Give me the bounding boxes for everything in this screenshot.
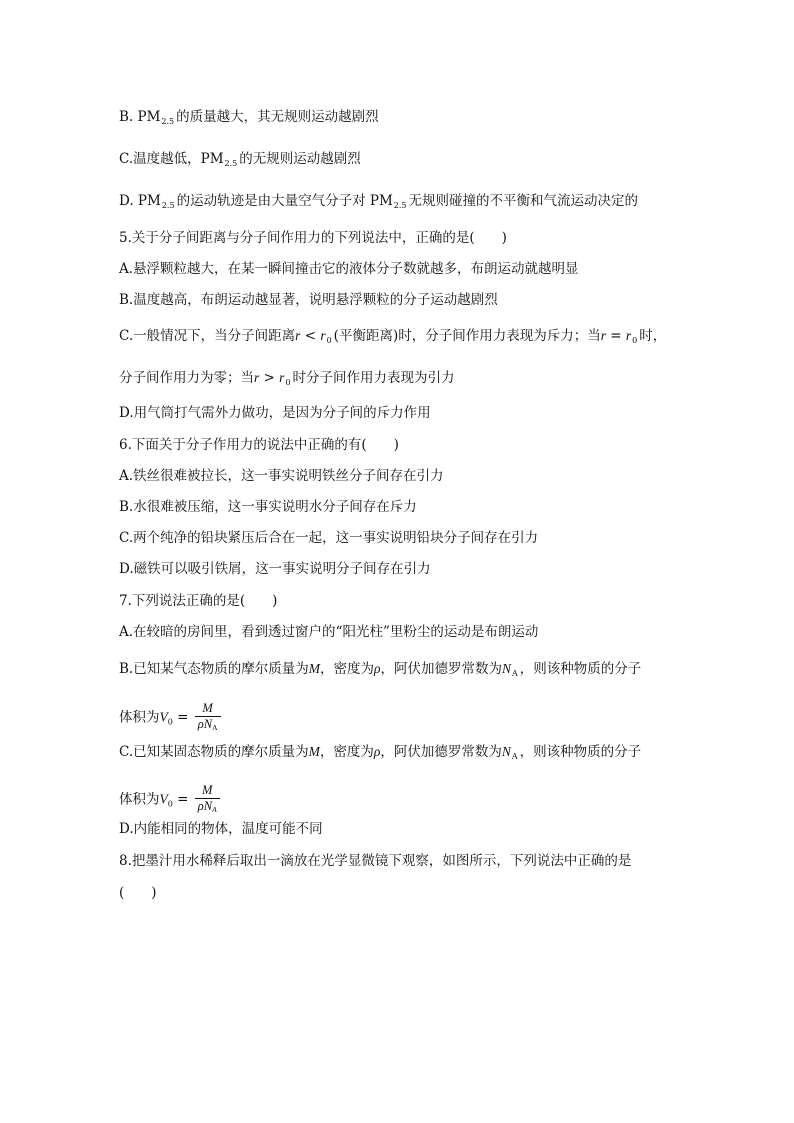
q6-option-d: D.磁铁可以吸引铁屑，这一事实说明分子间存在引力 [119,561,431,577]
q8-answer-paren: ( ) [119,885,157,901]
q5-option-c-line1: C.一般情况下，当分子间距离$r < r_0$ (平衡距离)时，分子间作用力表现为斥力；当$r = r_0$ 时， [119,328,667,345]
q5-option-d: D.用气筒打气需外力做功，是因为分子间的斥力作用 [119,405,431,421]
q5-option-c-line2: 分子间作用力为零；当$r > r_0$ 时分子间作用力表现为引力 [119,370,455,387]
q8-stem: 8.把墨汁用水稀释后取出一滴放在光学显微镜下观察，如图所示，下列说法中正确的是 [119,853,632,869]
q7-option-b-line2: 体积为$V_0$ = $\frac{M}{\text{ρNA}}$ [119,701,221,731]
volume-formula-fraction: $\frac{M}{\text{ρNA}}$ [195,701,221,735]
q6-option-b: B.水很难被压缩，这一事实说明水分子间存在斥力 [119,499,417,515]
option-d-pm25: D. $PM_{2.5}$ 的运动轨迹是由大量空气分子对 $PM_{2.5}$ 无规则碰撞的不平衡和气流运动决定的 [119,193,639,210]
volume-formula-fraction: $\frac{M}{\text{ρNA}}$ [195,783,220,817]
q7-stem: 7.下列说法正确的是( ) [119,593,278,609]
q6-option-c: C.两个纯净的铅块紧压后合在一起，这一事实说明铅块分子间存在引力 [119,530,539,546]
option-c-pm25: C.温度越低，$PM_{2.5}$ 的无规则运动越剧烈 [119,151,361,168]
q6-stem: 6.下面关于分子作用力的说法中正确的有( ) [119,437,399,453]
option-b-pm25: B. $PM_{2.5}$ 的质量越大，其无规则运动越剧烈 [119,109,379,126]
q7-option-d: D.内能相同的物体，温度可能不同 [119,821,323,837]
q6-option-a: A.铁丝很难被拉长，这一事实说明铁丝分子间存在引力 [119,468,444,484]
q7-option-c-line1: C.已知某固态物质的摩尔质量为M，密度为ρ，阿伏加德罗常数为$N_A$ ，则该种物质的分子 [119,744,642,761]
q7-option-c-line2: 体积为$V_0$ = $\frac{M}{\text{ρNA}}$ [119,783,220,813]
q5-option-a: A.悬浮颗粒越大，在某一瞬间撞击它的液体分子数就越多，布朗运动就越明显 [119,261,579,277]
q5-option-b: B.温度越高，布朗运动越显著，说明悬浮颗粒的分子运动越剧烈 [119,292,498,308]
q7-option-a: A.在较暗的房间里，看到透过窗户的“阳光柱”里粉尘的运动是布朗运动 [119,624,539,640]
q5-stem: 5.关于分子间距离与分子间作用力的下列说法中，正确的是( ) [119,230,507,246]
q7-option-b-line1: B.已知某气态物质的摩尔质量为M，密度为ρ，阿伏加德罗常数为$N_A$ ，则该种物质的分子 [119,661,642,678]
